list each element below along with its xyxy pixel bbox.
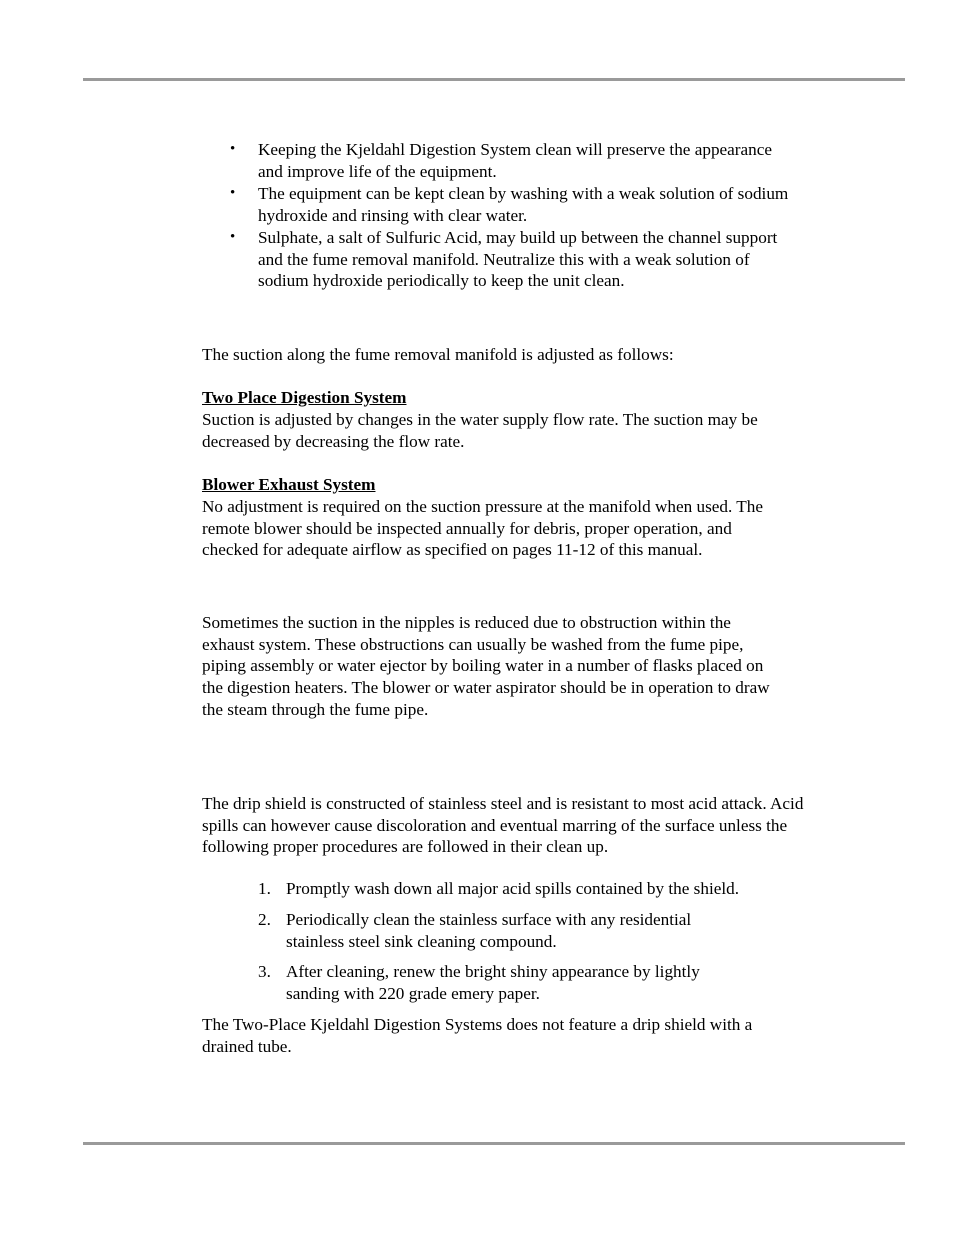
closing-text: The Two-Place Kjeldahl Digestion Systems does not feature a drip shield with a drained tube. [202,1015,753,1056]
step-text: After cleaning, renew the bright shiny appearance by lightly sanding with 220 grade emery paper. [286,962,700,1003]
bullet-marker: • [230,185,236,201]
step-text: Promptly wash down all major acid spills contained by the shield. [286,879,740,898]
bottom-rule [83,1142,905,1145]
bullet-item-1: Keeping the Kjeldahl Digestion System clean will preserve the appearance and improve life of the equipment. [258,140,773,181]
step-number: 2. [258,910,271,929]
two-place-heading: Two Place Digestion System [202,388,407,407]
step-text: Periodically clean the stainless surface with any residential stainless steel sink cleaning compound. [286,910,692,951]
top-rule [83,78,905,81]
step-number: 3. [258,962,271,981]
blower-heading: Blower Exhaust System [202,475,376,494]
bullet-item-3: Sulphate, a salt of Sulfuric Acid, may build up between the channel support and the fume removal manifold. Neutralize this with a weak solution of sodium hydroxide periodically to keep the unit clean. [258,228,778,291]
step-number: 1. [258,879,271,898]
blower-text: No adjustment is required on the suction pressure at the manifold when used. The remote blower should be inspected annually for debris, proper operation, and checked for adequate airflow as specified on pages 11-12 of this manual. [202,497,764,560]
two-place-text: Suction is adjusted by changes in the water supply flow rate. The suction may be decreased by decreasing the flow rate. [202,410,758,451]
obstruction-text: Sometimes the suction in the nipples is reduced due to obstruction within the exhaust system. These obstructions can usually be washed from the fume pipe, piping assembly or water ejector by boiling water in a number of flasks placed on the digestion heaters. The blower or water aspirator should be in operation to draw the steam through the fume pipe. [202,613,770,719]
drip-shield-text: The drip shield is constructed of stainless steel and is resistant to most acid attack. Acid spills can however cause discoloration and eventual marring of the surface unless the following proper procedures are followed in their clean up. [202,794,804,857]
bullet-marker: • [230,141,236,157]
bullet-item-2: The equipment can be kept clean by washing with a weak solution of sodium hydroxide and rinsing with clear water. [258,184,789,225]
suction-intro: The suction along the fume removal manifold is adjusted as follows: [202,345,674,364]
bullet-marker: • [230,229,236,245]
